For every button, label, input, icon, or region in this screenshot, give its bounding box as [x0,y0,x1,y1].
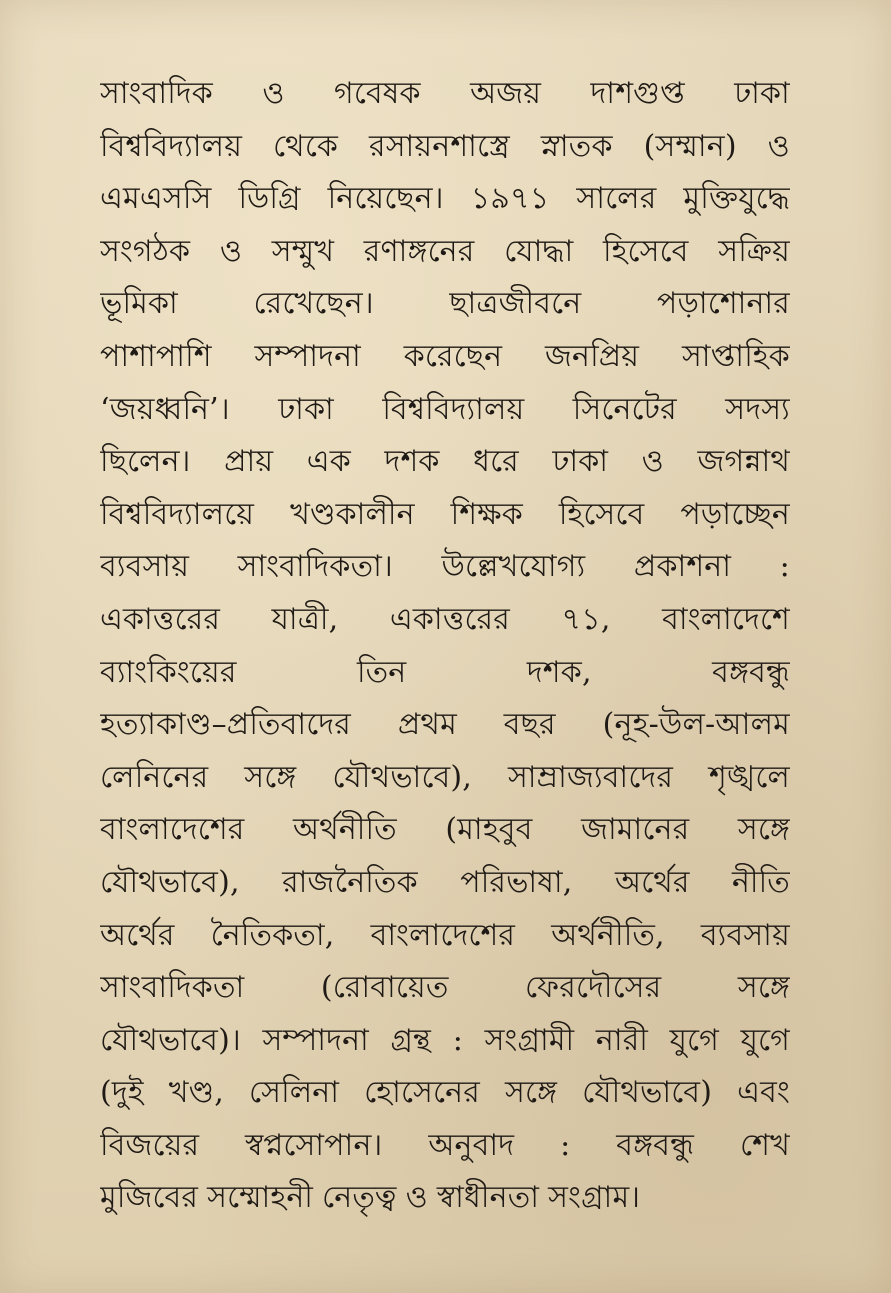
bio-line [100,752,790,805]
bio-word: পড়াশোনার [656,286,790,322]
bio-word: সদস্য [725,391,790,427]
bio-word: সিনেটের [572,391,677,427]
bio-word: পাশাপাশি [100,338,212,374]
bio-word: ৭১, [561,601,611,637]
bio-word: (রোবায়েত [320,970,449,1006]
bio-line [100,594,790,647]
bio-line [100,226,790,279]
bio-word: যাত্রী, [271,601,339,637]
bio-word: (নূহ-উল-আলম [602,707,790,743]
bio-word: সংগঠক [100,233,191,269]
bio-word: তিন [356,654,407,690]
bio-word: নিয়েছেন। [327,181,444,217]
bio-word: অর্থের [614,864,690,900]
bio-word: দশক, [526,654,592,690]
bio-word: ছিলেন। [100,444,191,480]
bio-word: দাশগুপ্ত [590,76,685,111]
bio-line [100,436,790,489]
bio-word: ধরে [473,444,519,480]
bio-word: সাংবাদিকতা। [237,549,393,585]
bio-word: যুগে [669,1022,719,1058]
bio-line [100,1015,790,1068]
bio-line [100,910,790,963]
bio-word: অনুবাদ [428,1127,515,1163]
bio-word: একাত্তরের [100,601,221,637]
bio-word: শেখ [739,1127,790,1163]
bio-word: জনপ্রিয় [544,338,640,374]
bio-word: একাত্তরের [389,601,510,637]
bio-line [100,541,790,594]
bio-word: ব্যবসায় [100,549,190,585]
bio-word: সঙ্গে [737,970,790,1006]
bio-word: খণ্ডকালীন [290,496,415,532]
bio-word: রণাঙ্গনের [363,233,475,269]
bio-word: (মাহবুব [445,812,533,848]
bio-word: খণ্ড, [168,1075,224,1111]
bio-word: হিসেবে [558,496,645,532]
bio-word: লেনিনের [100,759,209,795]
bio-word: জগন্নাথ [697,444,790,480]
bio-line [100,857,790,910]
bio-word: ‘জয়ধ্বনি’। [100,391,230,427]
bio-word: (সম্মান) [643,128,737,164]
bio-word: সঙ্গে [504,1075,558,1111]
bio-word: ১৯৭১ [470,181,550,217]
bio-word: যৌথভাবে), [332,759,473,795]
bio-word: মুজিবের [100,1180,199,1216]
bio-word: বছর [503,707,556,743]
bio-word: বঙ্গবন্ধু [712,654,790,690]
bio-word: ডিগ্রি [238,181,301,217]
bio-word: ভূমিকা [100,286,178,322]
bio-word: সম্মুখ [271,233,335,269]
bio-word: সাংবাদিক [100,76,213,111]
bio-word: শৃঙ্খলে [708,759,790,795]
bio-word: সাপ্তাহিক [681,338,790,374]
bio-word: সংগ্রামী [484,1022,575,1058]
bio-word: ও [262,76,285,111]
bio-word: রসায়নশাস্ত্রে [369,128,510,164]
bio-line [100,1172,790,1225]
bio-word: দশক [384,444,440,480]
bio-word: গবেষক [333,76,421,111]
bio-word: রেখেছেন। [253,286,374,322]
bio-word: সঙ্গে [737,812,790,848]
bio-word: বাংলাদেশের [100,812,245,848]
bio-word: স্বপ্নসোপান। [245,1127,383,1163]
bio-word: ফেরদৌসের [525,970,662,1006]
bio-word: স্নাতক [540,128,613,164]
bio-word: হিসেবে [603,233,689,269]
bio-word: স্বাধীনতা [436,1180,540,1216]
bio-word: গ্রন্থ [390,1022,432,1058]
bio-word: ও [219,233,243,269]
bio-word: ঢাকা [552,444,609,480]
bio-word: ঢাকা [734,76,790,111]
bio-word: ছাত্রজীবনে [449,286,582,322]
bio-line [100,68,790,121]
bio-word: (দুই [100,1075,144,1111]
bio-word: সেলিনা [248,1075,340,1111]
bio-word: যৌথভাবে), [100,864,240,900]
bio-word: নৈতিকতা, [210,917,335,953]
bio-line [100,173,790,226]
bio-word: যৌথভাবে) [582,1075,713,1111]
bio-word: নেতৃত্ব [322,1180,397,1216]
bio-word: প্রকাশনা [633,549,732,585]
bio-line [100,1067,790,1120]
author-bio-paragraph [100,68,790,1225]
bio-word: এমএসসি [100,181,212,217]
bio-word: নীতি [731,864,790,900]
bio-word: সংগ্রাম। [548,1180,641,1216]
bio-word: উল্লেখযোগ্য [441,549,586,585]
bio-word: শিক্ষক [450,496,523,532]
bio-word: জামানের [581,812,690,848]
bio-word: অজয় [470,76,542,111]
bio-word: এবং [737,1075,790,1111]
bio-word: সম্পাদনা [254,338,361,374]
bio-word: যোদ্ধা [504,233,574,269]
bio-word: সঙ্গে [244,759,297,795]
bio-word: করেছেন [403,338,503,374]
bio-word: প্রায় [224,444,274,480]
bio-word: প্রথম [397,707,457,743]
bio-word: বাংলাদেশের [370,917,516,953]
bio-word: ব্যবসায় [700,917,790,953]
bio-word: অর্থনীতি [293,812,397,848]
bio-line [100,647,790,700]
bio-word: : [560,1127,571,1163]
bio-word: বিশ্ববিদ্যালয় [100,128,243,164]
bio-word: নারী [595,1022,648,1058]
bio-word: যুগে [740,1022,790,1058]
bio-word: বিজয়ের [100,1127,200,1163]
bio-word: সাম্রাজ্যবাদের [507,759,674,795]
bio-word: : [452,1022,463,1058]
bio-line [100,331,790,384]
bio-word: বঙ্গবন্ধু [616,1127,695,1163]
bio-word: হত্যাকাণ্ড–প্রতিবাদের [100,707,351,743]
bio-word: : [779,549,790,585]
bio-word: এক [306,444,351,480]
bio-word: ও [641,444,664,480]
bio-word: বিশ্ববিদ্যালয় [382,391,525,427]
bio-word: পরিভাষা, [460,864,573,900]
bio-word: থেকে [273,128,339,164]
bio-word: ঢাকা [278,391,334,427]
bio-line [100,489,790,542]
bio-word: পড়াচ্ছেন [680,496,790,532]
bio-word: অর্থের [100,917,175,953]
bio-word: অর্থনীতি, [551,917,665,953]
bio-word: সম্পাদনা [262,1022,369,1058]
bio-word: সক্রিয় [718,233,790,269]
bio-word: সাংবাদিকতা [100,970,245,1006]
bio-line [100,278,790,331]
bio-word: বিশ্ববিদ্যালয়ে [100,496,255,532]
bio-word: মুক্তিযুদ্ধে [683,181,790,217]
bio-word: রাজনৈতিক [282,864,418,900]
bio-line [100,1120,790,1173]
bio-line [100,121,790,174]
bio-word: ব্যাংকিংয়ের [100,654,237,690]
bio-word: ও [405,1180,428,1216]
bio-word: বাংলাদেশে [662,601,790,637]
bio-word: ও [767,128,790,164]
bio-line [100,804,790,857]
bio-word: যৌথভাবে)। [100,1022,241,1058]
bio-line [100,384,790,437]
bio-word: হোসেনের [364,1075,480,1111]
bio-line [100,699,790,752]
bio-word: সালের [576,181,657,217]
bio-line [100,962,790,1015]
bio-word: সম্মোহনী [207,1180,314,1216]
